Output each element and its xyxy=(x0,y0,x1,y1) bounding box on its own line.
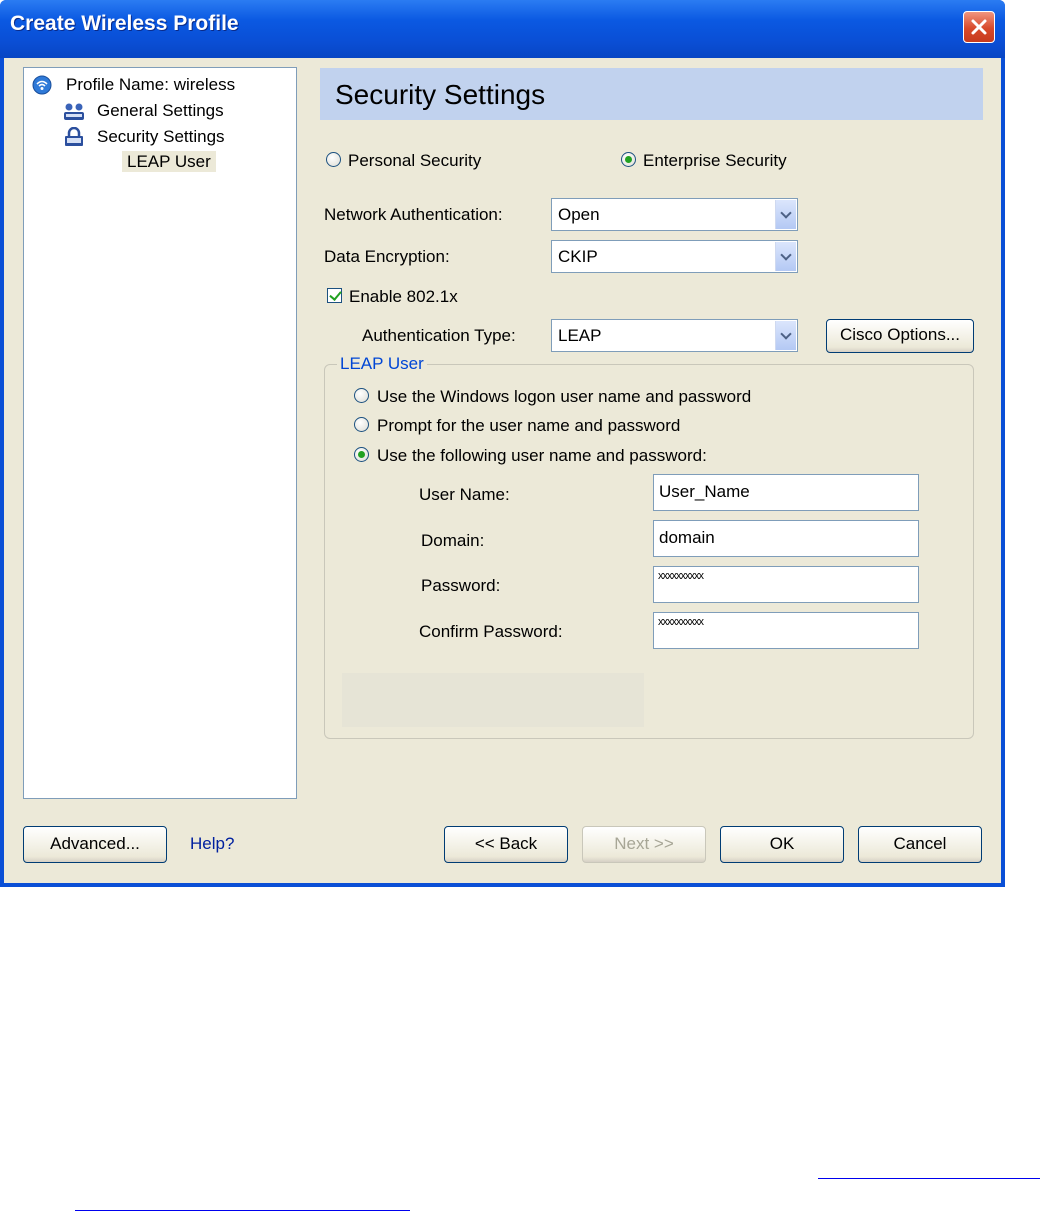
authentication-type-label: Authentication Type: xyxy=(362,326,516,345)
tree-item-leap-user[interactable] xyxy=(122,152,216,172)
password-field[interactable] xyxy=(653,566,919,603)
password-label: Password: xyxy=(421,576,501,595)
users-icon xyxy=(63,101,85,121)
checkmark-icon xyxy=(329,288,341,301)
window-bottom-border xyxy=(0,883,1005,887)
network-authentication-value: Open xyxy=(558,205,600,224)
tree-item-label: Profile Name: wireless xyxy=(66,75,236,94)
tree-item-label: Security Settings xyxy=(97,127,225,146)
cancel-button[interactable]: Cancel xyxy=(858,826,982,863)
personal-security-radio[interactable] xyxy=(326,152,341,167)
network-authentication-label: Network Authentication: xyxy=(324,205,503,224)
windows-logon-label: Use the Windows logon user name and password xyxy=(377,387,752,406)
data-encryption-select[interactable] xyxy=(551,240,798,273)
windows-logon-radio[interactable] xyxy=(354,388,369,403)
username-value: User_Name xyxy=(659,482,750,501)
profile-tree[interactable] xyxy=(23,67,297,799)
confirm-password-label: Confirm Password: xyxy=(419,622,563,641)
help-link[interactable]: Help? xyxy=(190,834,235,853)
domain-field[interactable] xyxy=(653,520,919,557)
chevron-down-icon[interactable] xyxy=(775,200,796,229)
advanced-button[interactable]: Advanced... xyxy=(23,826,167,863)
authentication-type-value: LEAP xyxy=(558,326,602,345)
tree-item-label: LEAP User xyxy=(122,151,216,172)
leap-user-group-title: LEAP User xyxy=(337,354,427,374)
cisco-options-button[interactable]: Cisco Options... xyxy=(826,319,974,353)
chevron-down-icon[interactable] xyxy=(775,321,796,350)
next-button: Next >> xyxy=(582,826,706,863)
personal-security-label: Personal Security xyxy=(348,151,482,170)
close-icon xyxy=(964,12,994,42)
authentication-type-select[interactable] xyxy=(551,319,798,352)
ok-button[interactable]: OK xyxy=(720,826,844,863)
password-value: xxxxxxxxxx xyxy=(658,570,703,582)
page-title: Security Settings xyxy=(335,79,546,110)
enterprise-security-label: Enterprise Security xyxy=(643,151,787,170)
username-label: User Name: xyxy=(419,485,510,504)
network-authentication-select[interactable] xyxy=(551,198,798,231)
use-following-credentials-radio[interactable] xyxy=(354,447,369,462)
data-encryption-label: Data Encryption: xyxy=(324,247,450,266)
back-button[interactable]: << Back xyxy=(444,826,568,863)
enable-8021x-label: Enable 802.1x xyxy=(349,287,458,306)
document-link-underline[interactable] xyxy=(75,1210,410,1211)
close-button[interactable] xyxy=(963,11,995,43)
username-field[interactable] xyxy=(653,474,919,511)
tree-item-label: General Settings xyxy=(97,101,224,120)
prompt-credentials-label: Prompt for the user name and password xyxy=(377,416,681,435)
wireless-icon xyxy=(32,75,52,95)
confirm-password-value: xxxxxxxxxx xyxy=(658,616,703,628)
document-link-underline[interactable] xyxy=(818,1178,1040,1179)
window-title: Create Wireless Profile xyxy=(10,12,239,35)
chevron-down-icon[interactable] xyxy=(775,242,796,271)
data-encryption-value: CKIP xyxy=(558,247,598,266)
confirm-password-field[interactable] xyxy=(653,612,919,649)
use-following-credentials-label: Use the following user name and password: xyxy=(377,446,707,465)
domain-value: domain xyxy=(659,528,715,547)
domain-label: Domain: xyxy=(421,531,485,550)
enable-8021x-checkbox[interactable] xyxy=(327,288,342,303)
enterprise-security-radio[interactable] xyxy=(621,152,636,167)
blank-panel xyxy=(342,673,644,727)
prompt-credentials-radio[interactable] xyxy=(354,417,369,432)
lock-icon xyxy=(63,127,85,147)
